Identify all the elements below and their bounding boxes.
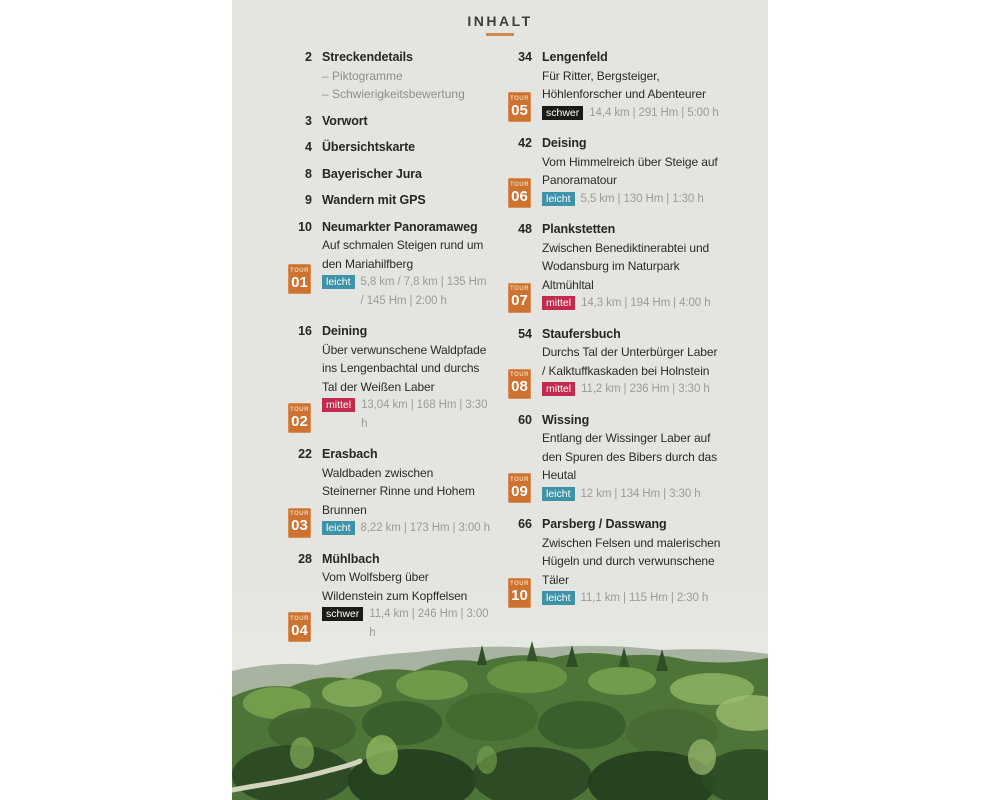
- page-number: 54: [518, 326, 532, 341]
- tour-statline: [542, 190, 722, 209]
- entry-description: Zwischen Felsen und malerischen Hügeln und durch verwunschene Täler: [542, 535, 721, 587]
- toc-entry: [274, 48, 490, 104]
- tour-statline: [322, 273, 490, 310]
- tour-statline: [322, 605, 490, 642]
- toc-entry: [274, 550, 490, 643]
- tour-stats: 5,8 km / 7,8 km | 135 Hm / 145 Hm | 2:00 h: [360, 276, 487, 307]
- entry-content: [542, 411, 722, 504]
- difficulty-badge: schwer: [322, 607, 363, 621]
- entry-content: [542, 220, 722, 313]
- tour-stats: 11,2 km | 236 Hm | 3:30 h: [581, 383, 710, 395]
- entry-title: Deining: [322, 324, 368, 338]
- entry-title: Plankstetten: [542, 222, 616, 236]
- tour-badge-number: 01: [291, 273, 308, 291]
- entry-description: Vom Himmelreich über Steige auf Panoramatour: [542, 154, 718, 187]
- page-number: 34: [518, 50, 532, 64]
- entry-description: Zwischen Benediktinerabtei und Wodansburg im Naturpark Altmühltal: [542, 240, 710, 292]
- tour-number-badge: [288, 403, 311, 433]
- difficulty-badge: mittel: [542, 382, 575, 396]
- tour-badge-number: 06: [511, 187, 528, 205]
- tour-number-badge: [508, 92, 531, 122]
- tour-stats: 8,22 km | 173 Hm | 3:00 h: [360, 522, 490, 534]
- entry-content: [322, 445, 490, 538]
- tour-stats: 13,04 km | 168 Hm | 3:30 h: [361, 399, 488, 430]
- tour-badge-label: TOUR: [290, 406, 309, 413]
- entry-title: Wandern mit GPS: [322, 193, 426, 207]
- tour-statline: [322, 396, 490, 433]
- entry-content: [542, 48, 722, 122]
- entry-subitems: [322, 67, 490, 104]
- page-number: 2: [305, 50, 312, 64]
- toc-entry: [494, 515, 722, 608]
- difficulty-badge: leicht: [542, 487, 575, 501]
- book-page: [232, 0, 768, 800]
- tour-number-badge: [508, 369, 531, 399]
- entry-subitem: – Schwierigkeitsbewertung: [322, 87, 465, 101]
- tour-stats: 12 km | 134 Hm | 3:30 h: [580, 487, 701, 500]
- tour-statline: [542, 104, 722, 123]
- tour-statline: [542, 589, 722, 608]
- entry-content: [322, 218, 490, 311]
- entry-title: Bayerischer Jura: [322, 166, 422, 181]
- difficulty-badge: mittel: [322, 398, 355, 412]
- page-number: 4: [305, 140, 312, 154]
- toc-entry: [274, 218, 490, 311]
- tour-number-badge: [288, 612, 311, 642]
- entry-description: Waldbaden zwischen Steinerner Rinne und Hohem Brunnen: [322, 465, 475, 517]
- tour-stats: 5,5 km | 130 Hm | 1:30 h: [580, 192, 704, 205]
- toc-entry: [274, 165, 490, 184]
- entry-title: Parsberg / Dasswang: [542, 517, 667, 531]
- entry-title: Erasbach: [322, 447, 378, 461]
- tour-badge-number: 10: [511, 587, 528, 604]
- entry-content: [322, 550, 490, 643]
- entry-content: [542, 515, 722, 608]
- page-number: 9: [305, 193, 312, 207]
- entry-description: Entlang der Wissinger Laber auf den Spuren des Bibers durch das Heutal: [542, 431, 718, 482]
- toc-entry: [274, 322, 490, 433]
- difficulty-badge: leicht: [322, 275, 355, 289]
- toc-entry: [494, 48, 722, 122]
- toc-entry: [274, 191, 490, 210]
- tour-badge-label: TOUR: [510, 181, 529, 188]
- tour-badge-number: 02: [291, 412, 308, 430]
- entry-title: Mühlbach: [322, 551, 380, 566]
- toc-column-left: [274, 48, 490, 654]
- page-number: 42: [518, 136, 532, 150]
- toc-entry: [274, 445, 490, 538]
- entry-content: [322, 322, 490, 433]
- toc-column-right: [494, 48, 722, 620]
- difficulty-badge: leicht: [322, 521, 355, 535]
- difficulty-badge: mittel: [542, 296, 575, 310]
- tour-badge-label: TOUR: [510, 581, 529, 587]
- entry-title: Deising: [542, 136, 587, 150]
- page-number: 28: [298, 551, 312, 566]
- entry-content: [322, 138, 490, 157]
- entry-description: Vom Wolfsberg über Wildenstein zum Kopffelsen: [322, 570, 468, 603]
- entry-content: [322, 165, 490, 184]
- entry-content: [322, 191, 490, 210]
- tour-stats: 11,4 km | 246 Hm | 3:00 h: [369, 608, 489, 639]
- tour-stats: 14,3 km | 194 Hm | 4:00 h: [581, 297, 711, 309]
- title-underline: [486, 33, 514, 36]
- tour-number-badge: [508, 178, 531, 208]
- tour-number-badge: [288, 508, 311, 538]
- page-title: INHALT: [467, 13, 533, 29]
- entry-description: Auf schmalen Steigen rund um den Mariahilfberg: [322, 238, 484, 271]
- tour-badge-number: 04: [291, 621, 308, 639]
- difficulty-badge: schwer: [542, 106, 583, 120]
- tour-statline: [542, 294, 722, 313]
- entry-description: Durchs Tal der Unterbürger Laber / Kalktuffkaskaden bei Holnstein: [542, 345, 718, 378]
- tour-badge-number: 08: [511, 378, 528, 395]
- entry-title: Neumarkter Panoramaweg: [322, 219, 478, 234]
- toc-entry: [494, 411, 722, 504]
- entry-title: Übersichtskarte: [322, 140, 415, 154]
- tour-statline: [542, 485, 722, 504]
- entry-title: Staufersbuch: [542, 326, 621, 341]
- tour-stats: 14,4 km | 291 Hm | 5:00 h: [589, 106, 719, 119]
- entry-title: Vorwort: [322, 113, 368, 128]
- tour-badge-label: TOUR: [510, 286, 529, 292]
- tour-stats: 11,1 km | 115 Hm | 2:30 h: [580, 592, 709, 604]
- tour-number-badge: [508, 578, 531, 608]
- entry-title: Lengenfeld: [542, 50, 608, 64]
- page-number: 10: [298, 219, 312, 234]
- entry-content: [542, 134, 722, 208]
- tour-badge-number: 05: [511, 101, 528, 119]
- page-number: 22: [298, 447, 312, 461]
- tour-badge-number: 09: [511, 482, 528, 500]
- difficulty-badge: leicht: [542, 591, 575, 605]
- page-number: 48: [518, 222, 532, 236]
- toc-entry: [274, 138, 490, 157]
- toc-entry: [494, 325, 722, 399]
- page-number: 16: [298, 324, 312, 338]
- entry-content: [542, 325, 722, 399]
- tour-number-badge: [508, 473, 531, 503]
- toc-entry: [274, 112, 490, 131]
- entry-content: [322, 112, 490, 131]
- entry-content: [322, 48, 490, 104]
- tour-statline: [322, 519, 490, 538]
- page-number: 3: [305, 113, 312, 128]
- entry-description: Für Ritter, Bergsteiger, Höhlenforscher und Abenteurer: [542, 68, 706, 101]
- entry-subitem: – Piktogramme: [322, 68, 403, 83]
- tour-badge-number: 07: [511, 292, 528, 309]
- tour-badge-label: TOUR: [290, 267, 309, 274]
- page-number: 60: [518, 412, 532, 427]
- tour-number-badge: [288, 264, 311, 294]
- entry-title: Wissing: [542, 412, 590, 427]
- difficulty-badge: leicht: [542, 192, 575, 206]
- entry-title: Streckendetails: [322, 50, 413, 64]
- tour-badge-label: TOUR: [510, 95, 529, 102]
- page-number: 8: [305, 166, 312, 181]
- toc-entry: [494, 134, 722, 208]
- tour-badge-label: TOUR: [510, 372, 529, 378]
- tour-statline: [542, 380, 722, 399]
- toc-entry: [494, 220, 722, 313]
- page-number: 66: [518, 517, 532, 531]
- tour-number-badge: [508, 283, 531, 313]
- tour-badge-number: 03: [291, 517, 308, 534]
- tour-badge-label: TOUR: [290, 511, 309, 517]
- tour-badge-label: TOUR: [510, 476, 529, 483]
- tour-badge-label: TOUR: [290, 615, 309, 622]
- entry-description: Über verwunschene Waldpfade ins Lengenbachtal und durchs Tal der Weißen Laber: [322, 342, 487, 394]
